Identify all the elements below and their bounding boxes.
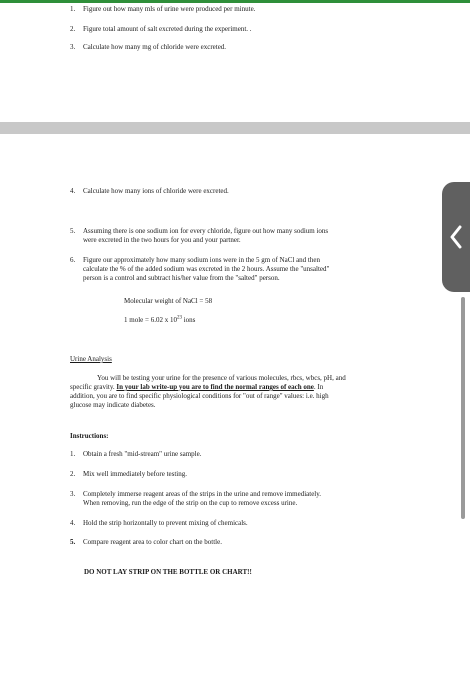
chevron-left-icon xyxy=(448,225,464,249)
question-2-text: Figure total amount of salt excreted during the experiment. . xyxy=(83,25,252,33)
question-6-line-3: person is a control and subtract his/her value from the "salted" person. xyxy=(83,274,280,282)
step-5-number: 5. xyxy=(70,538,76,546)
step-3-number: 3. xyxy=(70,490,76,498)
urine-analysis-line-1: You will be testing your urine for the presence of various molecules, rbcs, wbcs, pH, and xyxy=(97,374,346,382)
urine-analysis-line-3: addition, you are to find specific physiological conditions for "out of range" values: i.e. high xyxy=(70,392,329,400)
step-4-number: 4. xyxy=(70,519,76,527)
question-3-number: 3. xyxy=(70,43,76,51)
urine-analysis-heading: Urine Analysis xyxy=(70,355,112,363)
page-separator xyxy=(0,122,470,134)
question-6-number: 6. xyxy=(70,256,76,264)
question-4-number: 4. xyxy=(70,187,76,195)
mole-exponent: 23 xyxy=(176,315,182,321)
mole-formula-prefix: 1 mole = 6.02 x 10 xyxy=(124,316,177,324)
urine-analysis-line-2 xyxy=(70,383,323,392)
question-5-line-2: were excreted in the two hours for you and your partner. xyxy=(83,236,241,244)
step-3-line-1: Completely immerse reagent areas of the strips in the urine and remove immediately. xyxy=(83,490,322,498)
step-1-text: Obtain a fresh "mid-stream" urine sample. xyxy=(83,450,202,458)
question-4-text: Calculate how many ions of chloride were excreted. xyxy=(83,187,229,195)
step-2-text: Mix well immediately before testing. xyxy=(83,470,188,478)
mole-formula-suffix: ions xyxy=(181,316,196,324)
urine-analysis-line-2-end: . In xyxy=(313,383,324,391)
step-1-number: 1. xyxy=(70,450,76,458)
question-6-line-2: calculate the % of the added sodium was excreted in the 2 hours. Assume the "unsalted" xyxy=(83,265,330,273)
urine-analysis-line-2-plain: specific gravity. xyxy=(70,383,117,391)
question-5-line-1: Assuming there is one sodium ion for every chloride, figure out how many sodium ions xyxy=(83,227,329,235)
question-3-text: Calculate how many mg of chloride were excreted. xyxy=(83,43,227,51)
scrollbar[interactable] xyxy=(461,297,465,519)
warning-text: DO NOT LAY STRIP ON THE BOTTLE OR CHART!! xyxy=(84,568,252,576)
step-5-text: Compare reagent area to color chart on the bottle. xyxy=(83,538,222,546)
molecular-weight-formula: Molecular weight of NaCl = 58 xyxy=(124,297,213,305)
question-6-line-1: Figure our approximately how many sodium ions were in the 5 gm of NaCl and then xyxy=(83,256,320,264)
question-5-number: 5. xyxy=(70,227,76,235)
top-accent-bar xyxy=(0,0,470,3)
mole-formula xyxy=(124,316,195,325)
instructions-heading: Instructions: xyxy=(70,432,109,440)
step-2-number: 2. xyxy=(70,470,76,478)
urine-analysis-emphasis: In your lab write-up you are to find the normal ranges of each one xyxy=(116,383,314,391)
question-1-number: 1. xyxy=(70,5,76,13)
question-1-text: Figure out how many mls of urine were produced per minute. xyxy=(83,5,256,13)
step-4-text: Hold the strip horizontally to prevent mixing of chemicals. xyxy=(83,519,248,527)
urine-analysis-line-4: glucose may indicate diabetes. xyxy=(70,401,156,409)
side-panel-tab[interactable] xyxy=(442,182,470,292)
step-3-line-2: When removing, run the edge of the strip on the cup to remove excess urine. xyxy=(83,499,298,507)
question-2-number: 2. xyxy=(70,25,76,33)
